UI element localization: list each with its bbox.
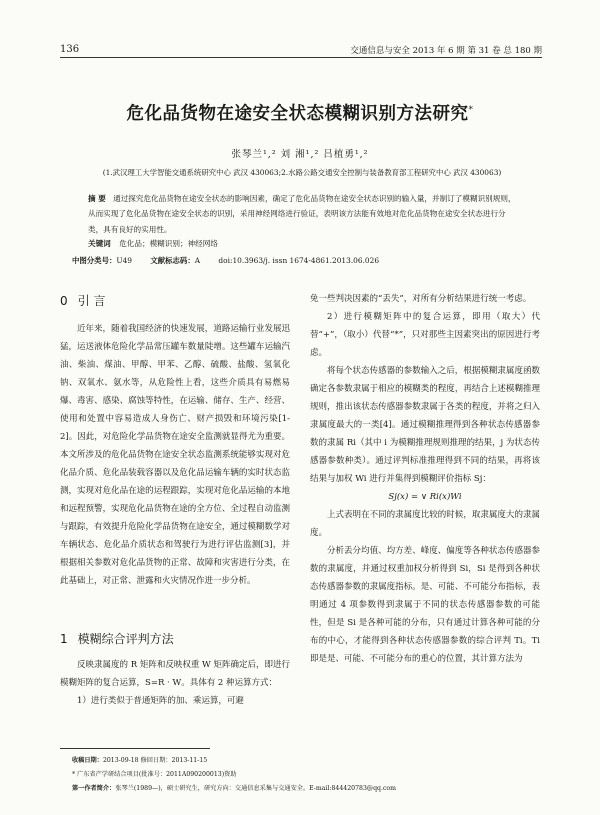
clc-value: U49 [116,256,132,265]
keywords-label: 关键词 [88,239,111,248]
paper-title [0,100,600,125]
abstract-label: 摘 要 [88,194,106,203]
section-title: 引 言 [77,294,106,308]
abstract-text: 通过探究危化品货物在途安全状态的影响因素，确定了危化品货物在途安全状态识别的输入量，并制订了模糊识别规则，从而实现了危化品货物在途安全状态的识别，采用神经网络进行验证，表明该方法能有效地对危化品货物在途安全状态进行分类，具有良好的实用性。 [88,194,516,234]
footnote-author [72,783,396,792]
journal-info: 交通信息与安全 2013 年 6 期 第 31 卷 总 180 期 [350,46,542,56]
right-column-body [310,290,540,668]
paragraph: 上式表明在不同的隶属度比较的时候，取隶属度大的隶属度。 [310,510,540,538]
paragraph: 反映隶属度的 R 矩阵和反映权重 W 矩阵确定后，即进行模糊矩阵的复合运算，S=R · W。具体有 2 种运算方式： [60,660,290,688]
footnote-dates [72,755,207,764]
section-number: 0 [60,294,68,308]
intro-body [60,320,290,590]
title-footnote-mark: * [468,105,474,116]
affiliation: (1.武汉理工大学智能交通系统研究中心 武汉 430063;2.水路公路交通安全控制与装备教育部工程研究中心 武汉 430063) [102,168,502,177]
footnote-text: * 广东省产学研结合项目(批准号：2011A090200013)资助 [72,771,237,778]
paragraph: 1）进行类似于普通矩阵的加、乘运算，可避 [77,696,244,706]
footnote-label: 第一作者简介： [72,785,116,792]
abstract [88,191,520,237]
paragraph: 分析丢分均值、均方差、峰度、偏度等各种状态传感器参数的隶属度，并通过权重加权分析得到 Si，Si 是得到各种状态传感器参数的隶属度指标。是、可能、不可能分布指标，表明通过 4 项参数得到隶属于不同的状态传感器参数的可能性，但是 Si 是各种可能的分布，只有通过计算各种可能的分布的中心，才能得到各种状态传感器参数的综合评判 Ti。Ti 即是是、可能、不可能分布的重心的位置，其计算方法为 [310,546,540,664]
running-header [60,36,542,58]
keywords-text: 危化品；模糊识别；神经网络 [119,239,218,248]
footnote-text: 张琴兰(1989—)，硕士研究生，研究方向：交通信息采集与交通安全。E-mail:844420783@qq.com [115,785,397,792]
paper-title-text: 危化品货物在途安全状态模糊识别方法研究 [126,104,469,124]
paragraph: 将每个状态传感器的参数输入之后，根据模糊隶属度函数确定各参数隶属于相应的模糊类的程度，再结合上述模糊推理规则，推出该状态传感器参数隶属于各类的程度，并将之归入隶属度最大的一类[4]。通过模糊推理得到各种状态传感器参数的隶属 Ri（其中 i 为模糊推理规则推理的结果，j 为状态传感器参数种类）。通过评判标准推理得到不同的结果，再将该结果与加权 Wi 进行并集得到模糊评价指标 Sj： [310,366,540,484]
equation: Sj(x) = ∨ Ri(x)Wi [388,492,462,502]
section-title: 模糊综合评判方法 [77,632,174,646]
paragraph: 2）进行模糊矩阵中的复合运算，即用（取大）代替“+”，（取小）代替“*”，只对那些主因素突出的原因进行考虑。 [310,312,540,358]
footnote-rule [60,748,210,749]
section-heading-method [60,630,174,647]
keywords [88,238,520,249]
author-list: 张琴兰¹,² 刘 湘¹,² 吕植勇¹,² [231,149,369,160]
method-body [60,656,290,710]
classification-line [72,255,532,266]
section-number: 1 [60,632,68,646]
page-number: 136 [60,44,80,55]
doc-code-value: A [194,256,201,265]
paragraph: 免一些判决因素的“丢失”，对所有分析结果进行统一考虑。 [310,294,532,304]
doi: doi:10.3963/j. issn 1674-4861.2013.06.026 [218,256,380,265]
paragraph: 近年来，随着我国经济的快速发展，道路运输行业发展迅猛，运送液体危险化学品常压罐车数量陡增。这些罐车运输汽油、柴油、煤油、甲醇、甲苯、乙醇、硫酸、盐酸、氢氧化钠、双氧水、氨水等，从危险性上看，这些介质具有易燃易爆、毒害、感染、腐蚀等特性，在运输、储存、生产、经营、使用和处置中容易造成人身伤亡、财产损毁和环境污染[1-2]。因此，对危险化学品货物在途安全监测就显得尤为重要。本文所涉及的危化品货物在途安全状态监测系统能够实现对危化品介质、危化品装载容器以及危化品运输车辆的实时状态监测，实现对危化品在途的运程跟踪，实现对危化品运输的本地和远程预警，实现危化品货物在途的全方位、全过程自动监测与跟踪，有效提升危险化学品货物在途安全，通过模糊数学对车辆状态、危化品介质状态和驾驶行为进行评估监测[3]，并根据相关参数对危化品货物的正常、故障和灾害进行分类，在此基础上，对正常、泄露和火灾情况作进一步分析。 [60,324,290,586]
footnote-label: 收稿日期： [72,757,103,764]
clc-label: 中图分类号： [72,256,117,265]
doc-code-label: 文献标志码： [150,256,195,265]
section-heading-intro [60,292,105,309]
footnote-funding [72,769,237,778]
footnote-text: 2013-09-18 修回日期：2013-11-15 [102,757,208,764]
